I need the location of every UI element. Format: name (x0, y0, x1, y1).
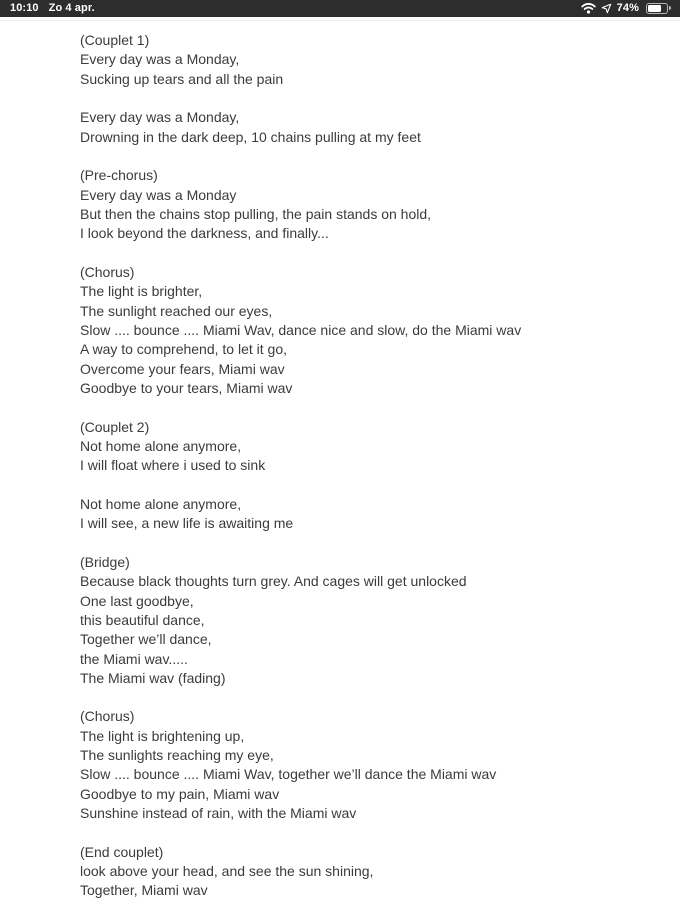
stanza (80, 495, 660, 534)
lyrics-line: this beautiful dance, (80, 611, 205, 628)
lyrics-line: I will float where i used to sink (80, 457, 266, 474)
stanza (80, 108, 660, 147)
lyrics-line: (Pre-chorus) (80, 167, 158, 184)
lyrics-line: Not home alone anymore, (80, 437, 242, 454)
battery-percent: 74% (616, 2, 639, 14)
battery-nub (669, 6, 671, 10)
lyrics-line: Every day was a Monday, (80, 51, 240, 68)
lyrics-line: Slow .... bounce .... Miami Wav, dance nice and slow, do the Miami wav (80, 321, 522, 338)
wifi-icon (581, 2, 596, 14)
lyrics-line: Sunshine instead of rain, with the Miami wav (80, 805, 357, 822)
status-time: 10:10 (10, 2, 39, 14)
stanza (80, 31, 660, 89)
lyrics-line: Because black thoughts turn grey. And cages will get unlocked (80, 573, 467, 590)
lyrics-line: (Chorus) (80, 263, 135, 280)
battery-icon (646, 3, 671, 14)
lyrics-line: Goodbye to my pain, Miami wav (80, 785, 280, 802)
battery-body (646, 3, 668, 14)
lyrics-line: (End couplet) (80, 843, 164, 860)
status-date: Zo 4 apr. (48, 2, 95, 14)
lyrics-line: Sucking up tears and all the pain (80, 70, 284, 87)
lyrics-line: A way to comprehend, to let it go, (80, 341, 288, 358)
lyrics-text (80, 31, 660, 901)
lyrics-line: Drowning in the dark deep, 10 chains pulling at my feet (80, 128, 421, 145)
lyrics-line: Together, Miami wav (80, 882, 208, 899)
battery-fill (648, 5, 661, 12)
lyrics-line: the Miami wav..... (80, 650, 188, 667)
stanza (80, 418, 660, 476)
stanza (80, 166, 660, 243)
status-bar-left (10, 2, 95, 14)
status-bar-right (581, 2, 671, 14)
lyrics-line: (Bridge) (80, 553, 130, 570)
stanza (80, 707, 660, 823)
lyrics-line: The light is brighter, (80, 283, 203, 300)
lyrics-line: (Chorus) (80, 708, 135, 725)
lyrics-page (0, 21, 680, 901)
lyrics-line: (Couplet 1) (80, 32, 150, 48)
lyrics-line: Together we’ll dance, (80, 631, 212, 648)
lyrics-line: Slow .... bounce .... Miami Wav, together we’ll dance the Miami wav (80, 766, 497, 783)
lyrics-line: (Couplet 2) (80, 418, 150, 435)
lyrics-line: I will see, a new life is awaiting me (80, 515, 294, 532)
lyrics-line: One last goodbye, (80, 592, 194, 609)
lyrics-line: look above your head, and see the sun shining, (80, 863, 374, 880)
lyrics-line: The Miami wav (fading) (80, 669, 226, 686)
lyrics-line: I look beyond the darkness, and finally... (80, 225, 329, 242)
lyrics-line: Goodbye to your tears, Miami wav (80, 379, 293, 396)
stanza (80, 263, 660, 398)
status-bar (0, 0, 680, 17)
lyrics-line: Every day was a Monday (80, 186, 237, 203)
stanza (80, 843, 660, 901)
lyrics-line: But then the chains stop pulling, the pain stands on hold, (80, 205, 432, 222)
lyrics-line: The light is brightening up, (80, 727, 245, 744)
lyrics-line: Overcome your fears, Miami wav (80, 360, 285, 377)
lyrics-line: The sunlights reaching my eye, (80, 747, 274, 764)
stanza (80, 553, 660, 688)
lyrics-line: The sunlight reached our eyes, (80, 302, 273, 319)
lyrics-line: Not home alone anymore, (80, 495, 242, 512)
lyrics-line: Every day was a Monday, (80, 109, 240, 126)
location-arrow-icon (601, 3, 612, 14)
